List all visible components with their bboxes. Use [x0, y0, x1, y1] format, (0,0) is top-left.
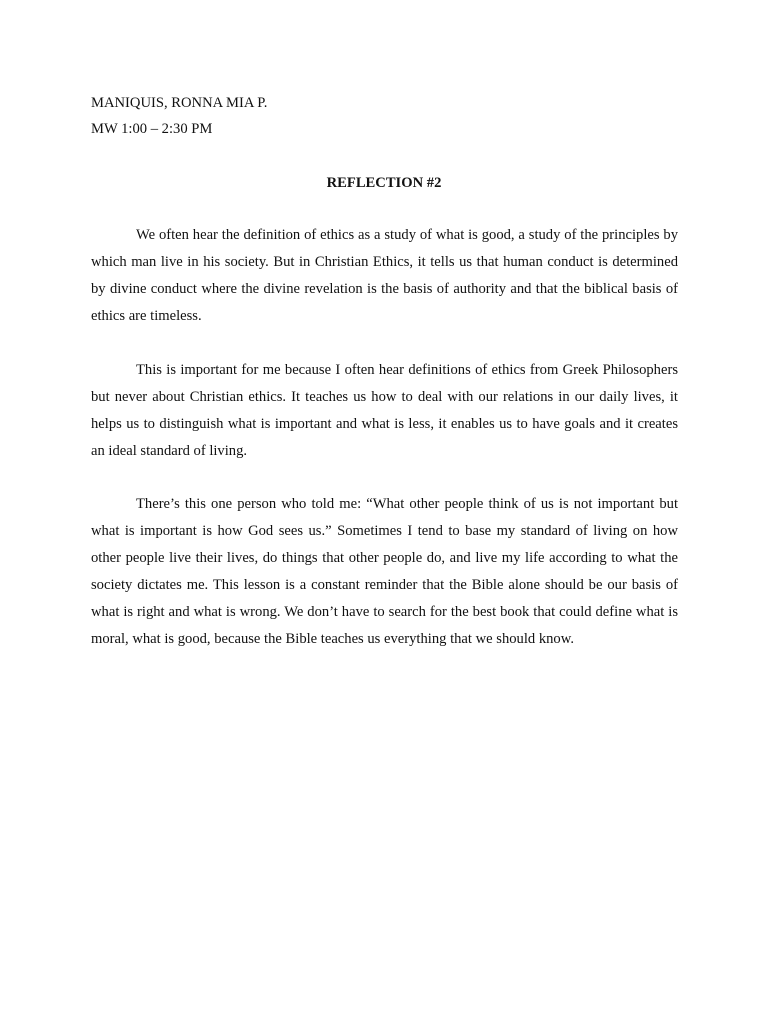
document-title: REFLECTION #2 [326, 175, 442, 191]
paragraph: We often hear the definition of ethics as a study of what is good, a study of the principles by which man live in his society. But in Christian Ethics, it tells us that human conduct is determined by divine conduct where the divine revelation is the basis of authority and that the biblical basis of ethics are timeless. [91, 227, 678, 324]
paragraph: This is important for me because I often hear definitions of ethics from Greek Philosophers but never about Christian ethics. It teaches us how to deal with our relations in our daily lives, it helps us to distinguish what is important and what is less, it enables us to have goals and it creates an ideal standard of living. [91, 362, 678, 459]
paragraph: There’s this one person who told me: “What other people think of us is not important but what is important is how God sees us.” Sometimes I tend to base my standard of living on how other people live their lives, do things that other people do, and live my life according to what the society dictates me. This lesson is a constant reminder that the Bible alone should be our basis of what is right and what is wrong. We don’t have to search for the best book that could define what is moral, what is good, because the Bible teaches us everything that we should know. [91, 496, 678, 647]
class-schedule: MW 1:00 – 2:30 PM [91, 121, 213, 137]
author-name: MANIQUIS, RONNA MIA P. [91, 95, 268, 111]
